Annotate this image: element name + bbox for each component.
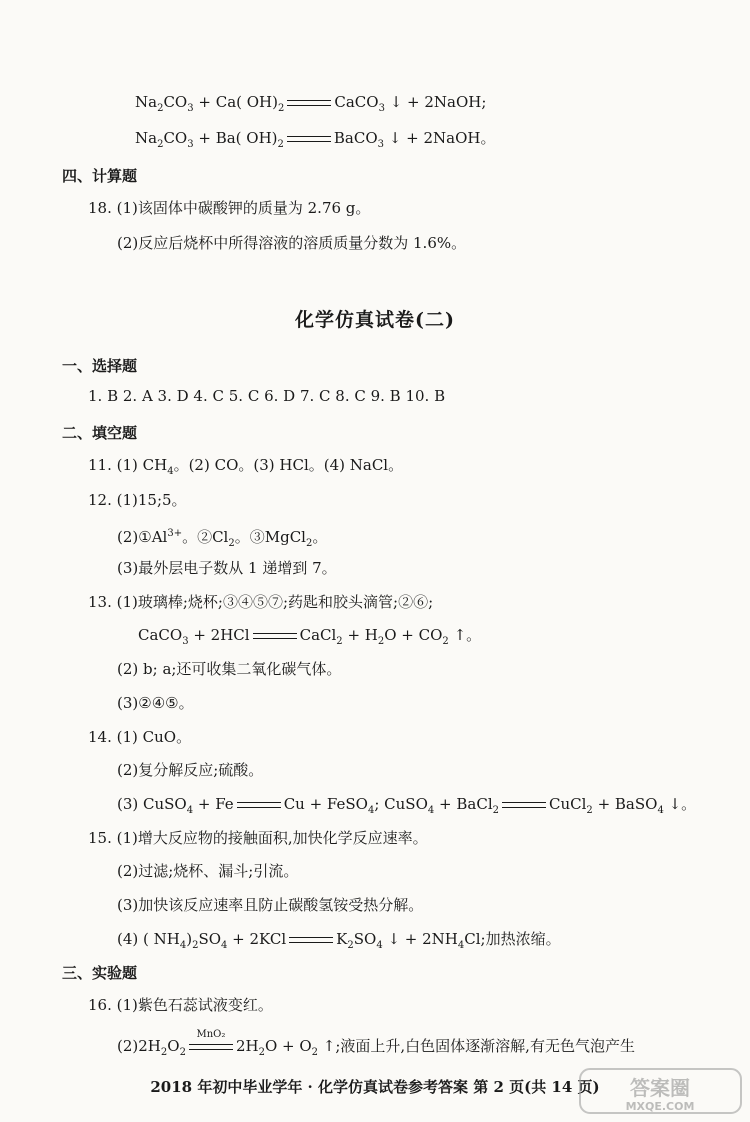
answer-14-2: (2)复分解反应;硫酸。: [117, 761, 264, 779]
page-footer: 2018 年初中毕业学年 · 化学仿真试卷参考答案 第 2 页(共 14 页): [150, 1078, 600, 1096]
svg-text:MXQE.COM: MXQE.COM: [625, 1100, 695, 1113]
answer-15-1: 15. (1)增大反应物的接触面积,加快化学反应速率。: [88, 829, 428, 847]
answer-13-2: (2) b; a;还可收集二氧化碳气体。: [117, 660, 342, 678]
section-heading-fill: 二、填空题: [62, 424, 138, 442]
choice-answers: 1. B 2. A 3. D 4. C 5. C 6. D 7. C 8. C 9. B 10. B: [88, 387, 446, 405]
answer-11: 11. (1) $CH_4$。(2) CO。(3) HCl。(4) NaCl。: [88, 456, 404, 477]
answer-16-1: 16. (1)紫色石蕊试液变红。: [88, 996, 273, 1014]
equation-na2co3-caoh2: $Na_2CO_3 + Ca$( $OH)_2$ CaCO$_3$ ↓ + 2NaOH;: [135, 93, 487, 114]
answer-15-2: (2)过滤;烧杯、漏斗;引流。: [117, 862, 299, 880]
answer-15-4: (4) ( $NH_4)_2SO_4 + 2KCl$ $K_2SO_4$ ↓ + $2NH_4Cl$;加热浓缩。: [117, 930, 561, 951]
svg-text:答案圈: 答案圈: [630, 1076, 690, 1100]
answer-13-3: (3)②④⑤。: [117, 694, 194, 712]
answer-12-1: 12. (1)15;5。: [88, 491, 187, 509]
catalyst-label: MnO₂: [196, 1029, 226, 1040]
answer-18-2: (2)反应后烧杯中所得溶液的溶质质量分数为 1.6%。: [117, 234, 467, 252]
equation-na2co3-baoh2: $Na_2CO_3 + Ba$( $OH)_2$ BaCO$_3$ ↓ + 2NaOH。: [135, 129, 496, 150]
section-heading-calculation: 四、计算题: [62, 167, 138, 185]
section-heading-choice: 一、选择题: [62, 357, 138, 375]
answer-12-3: (3)最外层电子数从 1 递增到 7。: [117, 559, 337, 577]
watermark-logo: [578, 1065, 743, 1117]
answer-14-1: 14. (1) CuO。: [88, 728, 192, 746]
answer-18-1: 18. (1)该固体中碳酸钾的质量为 2.76 g。: [88, 199, 371, 217]
answer-13-1: 13. (1)玻璃棒;烧杯;③④⑤⑦;药匙和胶头滴管;②⑥;: [88, 593, 434, 611]
answer-16-2: $(2)2H_2O_2$ MnO₂ $2H_2O + O_2$ ↑;液面上升,白色固体逐渐溶解,有无色气泡产生: [117, 1029, 635, 1058]
answer-15-3: (3)加快该反应速率且防止碳酸氢铵受热分解。: [117, 896, 424, 914]
section-heading-experiment: 三、实验题: [62, 964, 138, 982]
page-title: 化学仿真试卷(二): [295, 309, 455, 331]
answer-13-equation: CaCO$_3$ + 2HCl CaCl$_2$ + $H_2O + CO_2$ ↑。: [138, 626, 482, 647]
answer-12-2: $(2)①Al^{3+}$。$②Cl_2$。③MgCl$_2$。: [117, 528, 328, 549]
answer-14-3: (3) CuSO$_4$ + Fe Cu + FeSO$_4$; CuSO$_4$ + BaCl$_2$ CuCl$_2$ + BaSO$_4$ ↓。: [117, 795, 697, 816]
watermark-icon: [578, 1065, 743, 1117]
